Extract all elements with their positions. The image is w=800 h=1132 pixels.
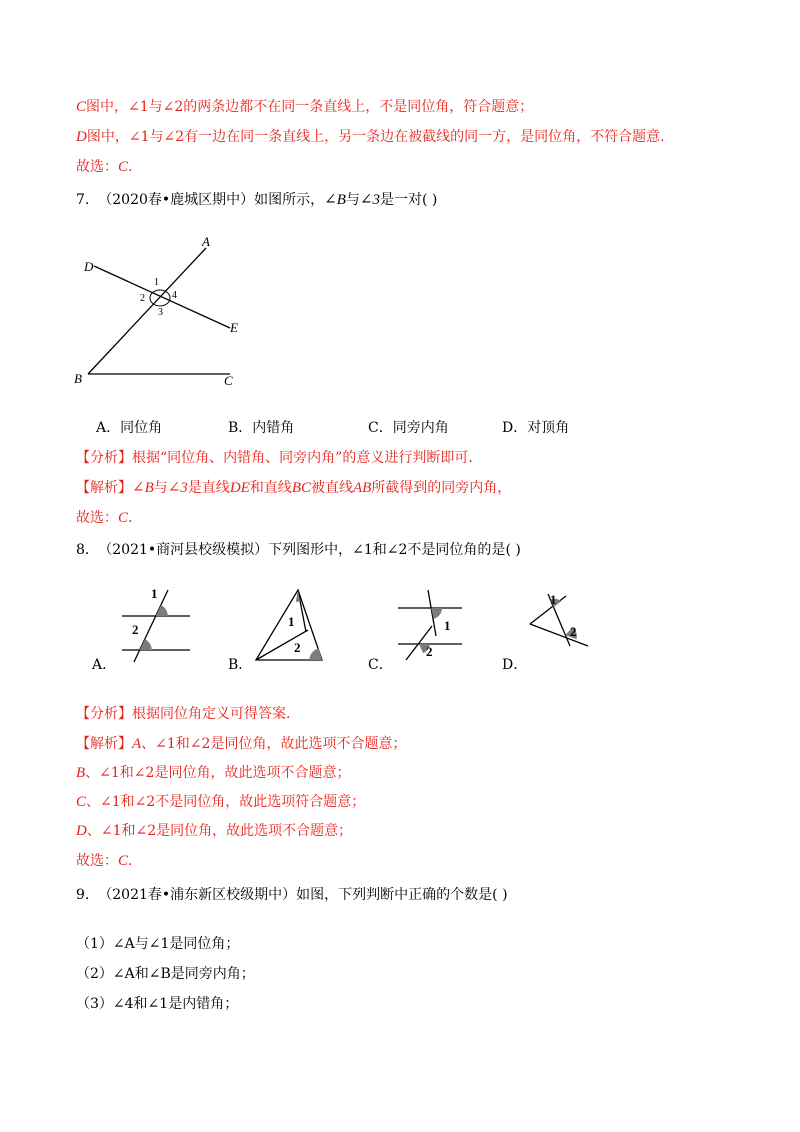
angle-label-3: 3: [158, 307, 163, 318]
q8-choice-d[interactable]: D．: [502, 657, 528, 673]
point-b: B: [74, 371, 82, 386]
fig-a-angle-2: 2: [132, 622, 139, 637]
q8-solution-c: C、∠1和∠2不是同位角，故此选项符合题意；: [76, 794, 366, 810]
letter-c: C: [76, 99, 87, 115]
q8-choice-a[interactable]: A．: [92, 657, 117, 673]
q8-figure-d: [526, 588, 596, 658]
letter-d: D: [76, 129, 87, 145]
fig-d-angle-1: 1: [550, 592, 557, 607]
prev-line-d: D图中，∠1与∠2有一边在同一条直线上，另一条边在被截线的同一方，是同位角，不符合题意.: [76, 129, 665, 145]
q7-answer: 故选：C.: [76, 510, 133, 526]
q8-solution-d: D、∠1和∠2是同位角，故此选项不合题意；: [76, 823, 353, 839]
angle-label-2: 2: [140, 293, 145, 304]
q8-analysis: 【分析】根据同位角定义可得答案.: [76, 706, 291, 722]
fig-d-angle-2: 2: [570, 624, 577, 639]
prev-answer: 故选：C.: [76, 159, 133, 175]
q8-answer: 故选：C.: [76, 853, 133, 869]
angle-label-1: 1: [154, 277, 159, 288]
q9-item-1: （1）∠A与∠1是同位角；: [76, 936, 240, 952]
point-c: C: [224, 373, 233, 388]
prev-line-c: C图中，∠1与∠2的两条边都不在同一条直线上，不是同位角，符合题意；: [76, 99, 534, 115]
point-a: A: [202, 234, 210, 249]
q7-solution: 【解析】∠B与∠3是直线DE和直线BC被直线AB所截得到的同旁内角，: [76, 480, 512, 496]
q9-item-2: （2）∠A和∠B是同旁内角；: [76, 966, 255, 982]
q7-choice-d[interactable]: D．对顶角: [502, 420, 570, 436]
q8-solution-b: B、∠1和∠2是同位角，故此选项不合题意；: [76, 765, 351, 781]
fig-b-angle-1: 1: [288, 614, 295, 629]
q7-choice-c[interactable]: C．同旁内角: [368, 420, 449, 436]
point-e: E: [230, 320, 238, 335]
q8-figure-c: [392, 586, 472, 666]
q8-figure-a: [116, 584, 196, 664]
q9-stem: 9. （2021春•浦东新区校级期中）如图，下列判断中正确的个数是( ): [76, 887, 508, 903]
q7-choice-a[interactable]: A．同位角: [96, 420, 163, 436]
q9-item-3: （3）∠4和∠1是内错角；: [76, 996, 239, 1012]
q7-stem: 7. （2020春•鹿城区期中）如图所示，∠B与∠3是一对( ): [76, 192, 438, 208]
q8-figure-b: [250, 586, 326, 666]
fig-c-angle-1: 1: [444, 618, 451, 633]
fig-a-angle-1: 1: [151, 586, 158, 601]
q7-analysis: 【分析】根据“同位角、内错角、同旁内角”的意义进行判断即可.: [76, 450, 473, 466]
fig-b-angle-2: 2: [294, 640, 301, 655]
q8-stem: 8. （2021•商河县校级模拟）下列图形中，∠1和∠2不是同位角的是( ): [76, 542, 521, 558]
fig-c-angle-2: 2: [426, 644, 433, 659]
angle-label-4: 4: [172, 290, 177, 301]
q7-figure: [70, 228, 260, 390]
q8-choice-b[interactable]: B．: [228, 657, 253, 673]
q7-choice-b[interactable]: B．内错角: [228, 420, 295, 436]
q8-choice-c[interactable]: C．: [368, 657, 393, 673]
point-d: D: [84, 259, 94, 274]
q8-solution-a: 【解析】A、∠1和∠2是同位角，故此选项不合题意；: [76, 736, 407, 752]
